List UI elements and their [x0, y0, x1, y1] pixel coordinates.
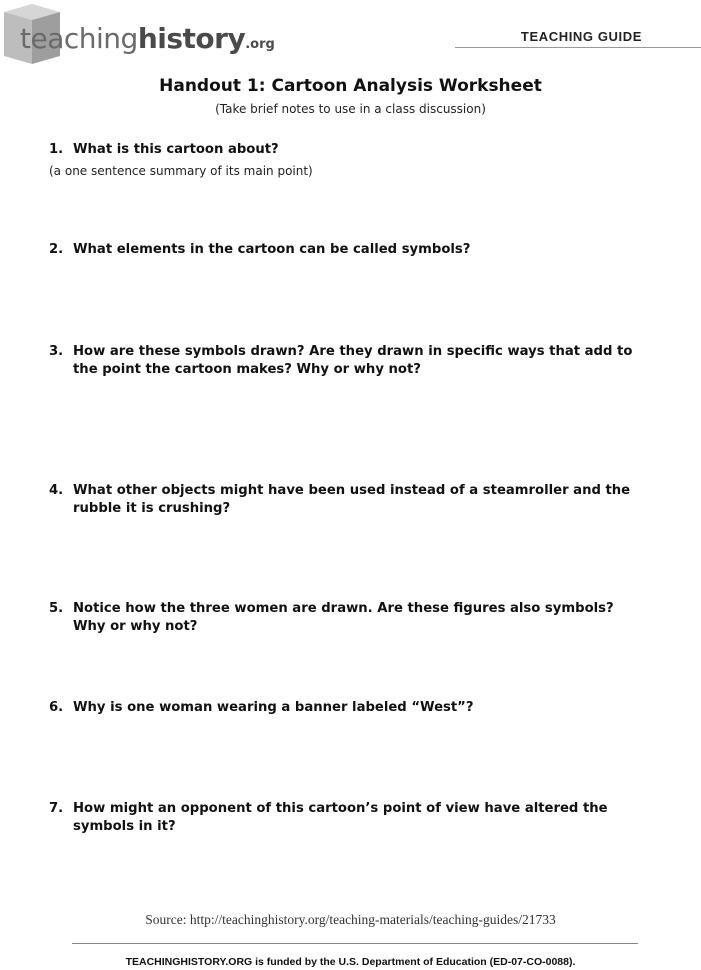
question-text-line: rubble it is crushing? [73, 501, 231, 516]
funding-footer: TEACHINGHISTORY.ORG is funded by the U.S. Department of Education (ED-07-CO-0088). [125, 956, 576, 968]
question-number: 6. [49, 700, 64, 715]
question-number: 7. [49, 801, 64, 816]
header-divider [455, 47, 701, 48]
teaching-guide-label: TEACHING GUIDE [520, 29, 642, 44]
question-7 [49, 800, 689, 836]
question-note: (a one sentence summary of its main point) [49, 164, 313, 178]
teachinghistory-logo [2, 2, 275, 66]
question-2 [49, 241, 689, 259]
worksheet-subtitle: (Take brief notes to use in a class discussion) [215, 102, 486, 116]
footer-divider [72, 943, 638, 944]
question-1 [49, 141, 689, 179]
question-text-line: How might an opponent of this cartoon’s point of view have altered the [73, 801, 608, 816]
logo-word-teaching: teaching [20, 22, 138, 55]
question-3 [49, 343, 689, 379]
question-text-line: What other objects might have been used instead of a steamroller and the [73, 483, 631, 498]
question-number: 1. [49, 142, 64, 157]
question-4 [49, 482, 689, 518]
question-text-line: How are these symbols drawn? Are they drawn in specific ways that add to [73, 344, 633, 359]
logo-word-org: .org [245, 37, 275, 52]
question-text: What elements in the cartoon can be called symbols? [73, 242, 471, 257]
question-5 [49, 600, 689, 636]
question-number: 2. [49, 242, 64, 257]
question-number: 5. [49, 601, 64, 616]
worksheet-title: Handout 1: Cartoon Analysis Worksheet [159, 76, 542, 96]
question-number: 3. [49, 344, 64, 359]
question-text: What is this cartoon about? [73, 142, 279, 157]
logo-wordmark [20, 22, 275, 55]
question-6 [49, 699, 689, 717]
question-text-line: symbols in it? [73, 819, 176, 834]
question-text-line: Why or why not? [73, 619, 198, 634]
logo-word-history: history [137, 22, 246, 55]
source-citation: Source: http://teachinghistory.org/teaching-materials/teaching-guides/21733 [145, 912, 556, 927]
question-text-line: Notice how the three women are drawn. Are these figures also symbols? [73, 601, 614, 616]
question-text: Why is one woman wearing a banner labeled “West”? [73, 700, 474, 715]
question-number: 4. [49, 483, 64, 498]
question-text-line: the point the cartoon makes? Why or why not? [73, 362, 421, 377]
